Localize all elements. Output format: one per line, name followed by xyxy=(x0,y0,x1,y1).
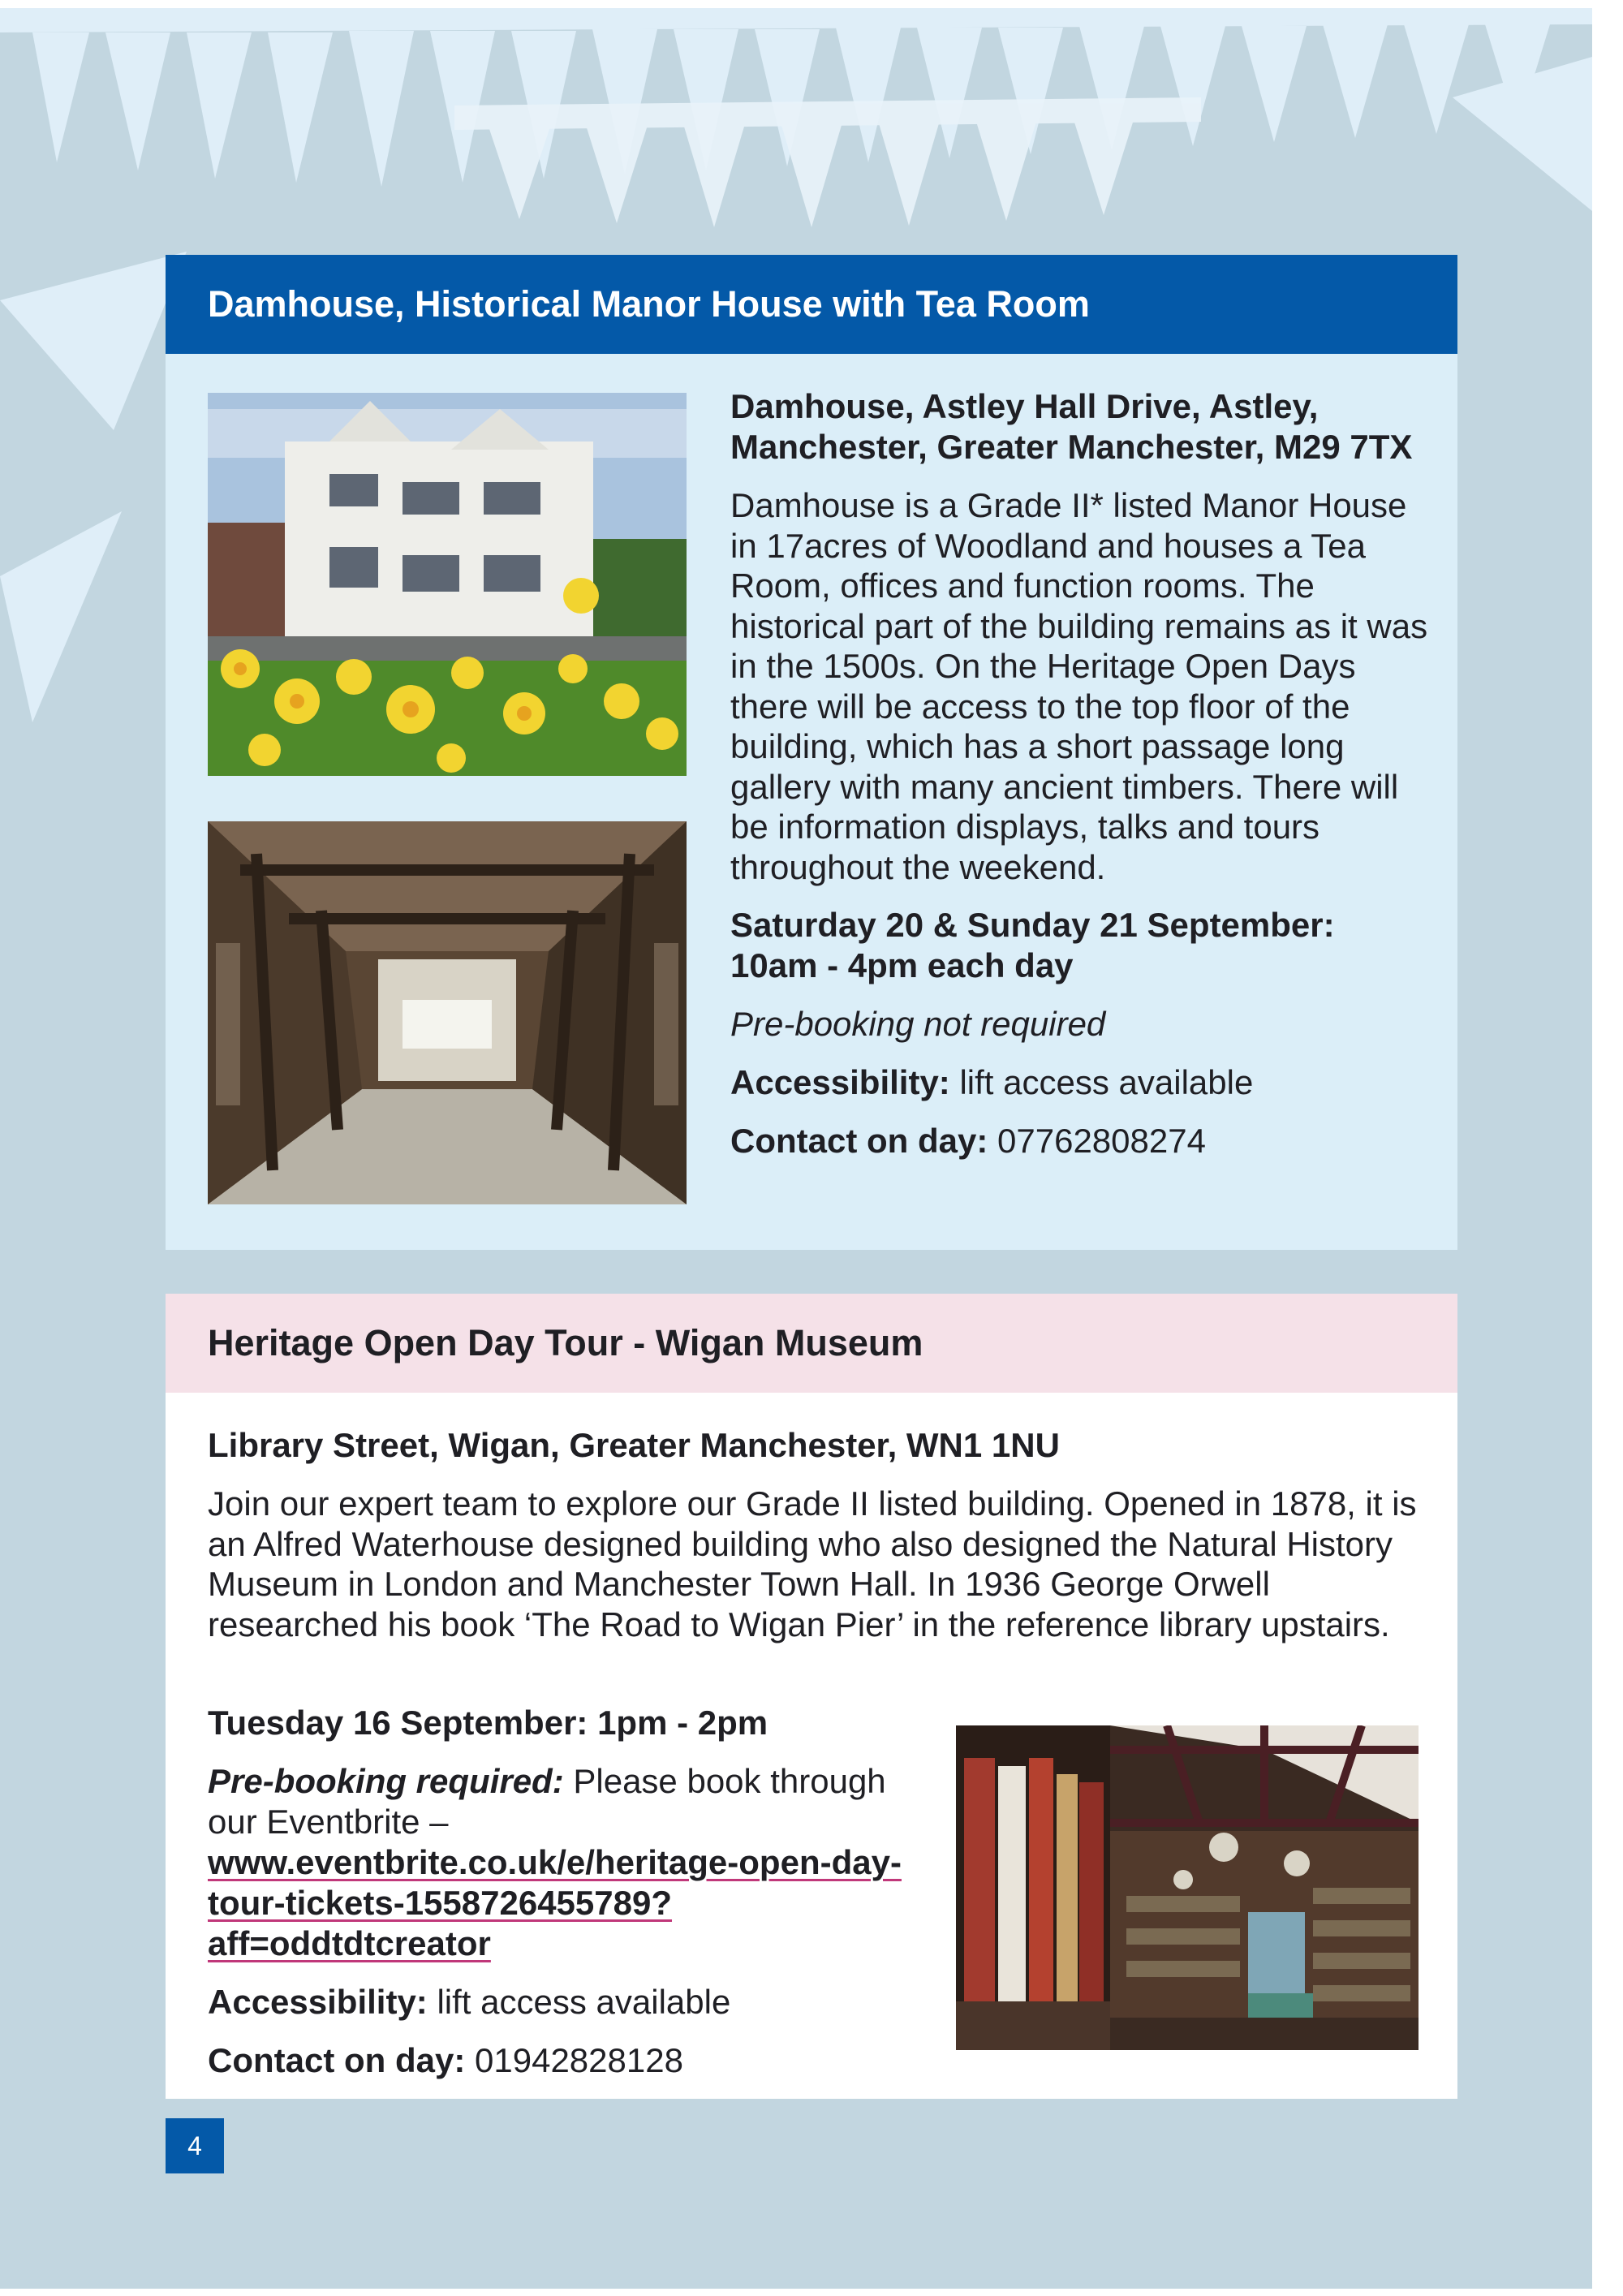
event-address: Damhouse, Astley Hall Drive, Astley, Manchester, Greater Manchester, M29 7TX xyxy=(730,387,1413,466)
timber-gallery-photo xyxy=(208,821,687,1204)
contact-phone: 01942828128 xyxy=(475,2041,683,2079)
accessibility-label: Accessibility: xyxy=(730,1063,950,1101)
contact-phone: 07762808274 xyxy=(997,1122,1206,1160)
event-dates: Tuesday 16 September: 1pm - 2pm xyxy=(208,1704,768,1742)
museum-library-photo xyxy=(956,1725,1419,2050)
contact-info xyxy=(208,2040,938,2081)
accessibility-label: Accessibility: xyxy=(208,1983,428,2021)
booking-label: Pre-booking required: xyxy=(208,1762,564,1800)
page-number: 4 xyxy=(166,2118,224,2173)
event-details-top xyxy=(208,1425,1433,1662)
event-title: Heritage Open Day Tour - Wigan Museum xyxy=(166,1294,1457,1393)
event-card-wigan-museum xyxy=(166,1294,1457,2099)
accessibility-info xyxy=(208,1982,938,2022)
booking-info xyxy=(208,1761,938,1964)
event-card-damhouse xyxy=(166,255,1457,1250)
booking-text: Please book through our Eventbrite – xyxy=(208,1762,886,1841)
eventbrite-link[interactable]: www.eventbrite.co.uk/e/heritage-open-day-tour-tickets-1558726455789?aff=oddtdtcreator xyxy=(208,1843,902,1962)
event-dates: Saturday 20 & Sunday 21 September: 10am - 4pm each day xyxy=(730,906,1335,984)
accessibility-info xyxy=(730,1062,1428,1103)
contact-info xyxy=(730,1121,1428,1161)
event-description: Damhouse is a Grade II* listed Manor House in 17acres of Woodland and houses a Tea Room, offices and function rooms. The historical part of the building remains as it was in the 1500s. On the Heritage Open Days there will be access to the top floor of the building, which has a short passage long gallery with many ancient timbers. There will be information displays, talks and tours throughout the weekend. xyxy=(730,486,1428,886)
accessibility-value: lift access available xyxy=(959,1063,1254,1101)
event-address: Library Street, Wigan, Greater Manchester, WN1 1NU xyxy=(208,1426,1060,1464)
event-description: Join our expert team to explore our Grade II listed building. Opened in 1878, it is an Alfred Waterhouse designed building who also designed the Natural History Museum in London and Manchester Town Hall. In 1936 George Orwell researched his book ‘The Road to Wigan Pier’ in the reference library upstairs. xyxy=(208,1484,1417,1643)
booking-info xyxy=(730,1004,1428,1045)
event-details xyxy=(730,386,1428,1179)
contact-label: Contact on day: xyxy=(208,2041,466,2079)
accessibility-value: lift access available xyxy=(437,1983,731,2021)
contact-label: Contact on day: xyxy=(730,1122,988,1160)
manor-house-photo xyxy=(208,393,687,776)
event-title: Damhouse, Historical Manor House with Tea Room xyxy=(166,255,1457,354)
booking-status: Pre-booking not required xyxy=(730,1005,1106,1043)
event-details-bottom xyxy=(208,1703,938,2099)
